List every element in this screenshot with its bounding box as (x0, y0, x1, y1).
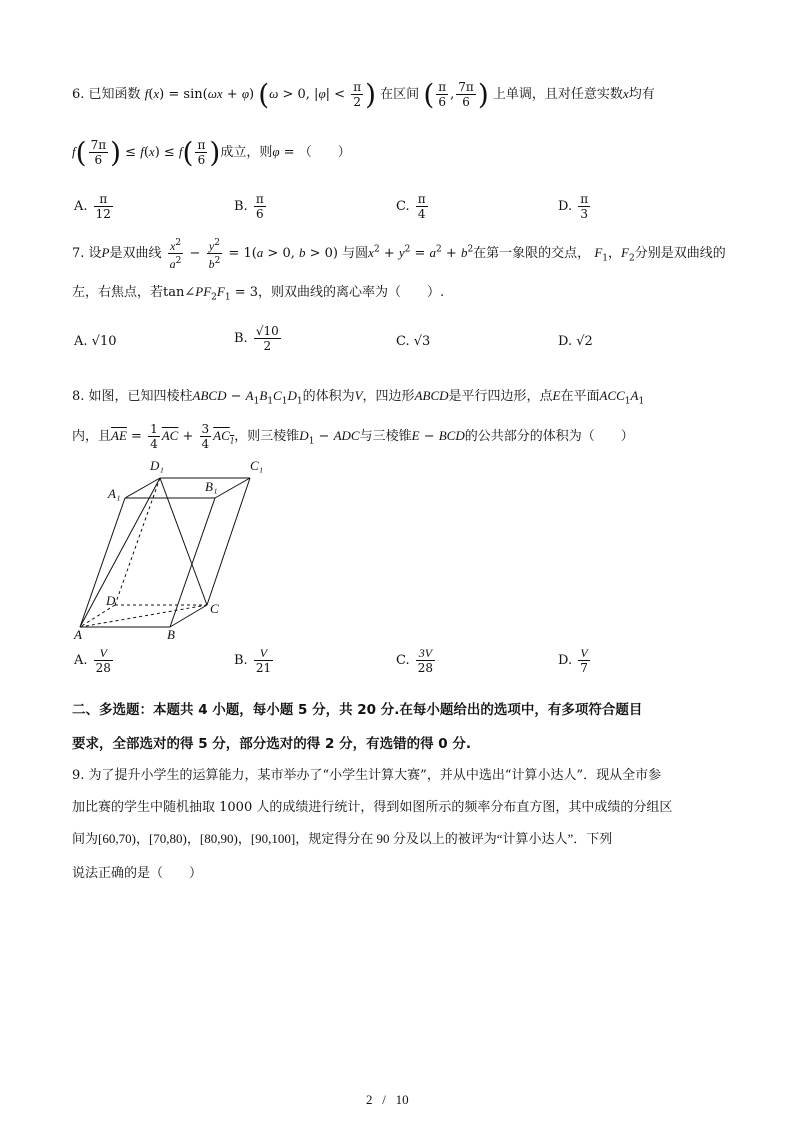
label-d: D (106, 593, 116, 608)
q7-option-c: C. √3 (396, 334, 431, 349)
label-d1: D₁ (150, 458, 164, 473)
q8-line1: 8. 如图，已知四棱柱ABCD − $A_1B_1C_1D_1$的体积为V，四边形ABCD是平行四边形，点E在平面$ACC_1A_1$ (72, 388, 645, 407)
q7-option-b: B. $\frac{√10}{2}$ (234, 324, 279, 353)
q8-option-c: C. $\frac{3V}{28}$ (396, 646, 434, 675)
q6-line1: 6. 已知函数 f(x) = sin(ωx + φ) (ω > 0, |φ| < $\frac{\pi}{2}$ ) 在区间 ( $\frac{\pi}{6}$ , $\frac{7\pi}{6}$ ) 上单调，且对任意实数x均有 (72, 78, 655, 111)
edge-dd1-hidden (115, 478, 160, 605)
label-a1: A₁ (108, 486, 121, 501)
prism-figure (70, 455, 280, 645)
label-c: C (210, 601, 219, 616)
q8-option-b: B. $\frac{V}{21}$ (234, 646, 272, 675)
q9-line2: 加比赛的学生中随机抽取 1000 人的成绩进行统计，得到如图所示的频率分布直方图，其中成绩的分组区 (72, 800, 673, 815)
q9-line3: 间为[60,70)，[70,80)，[80,90)，[90,100]，规定得分在 90 分及以上的被评为“计算小达人”．下列 (72, 831, 613, 846)
q6-option-a: A. $\frac{\pi}{12}$ (74, 192, 111, 221)
page-number: 2 / 10 (366, 1092, 409, 1107)
q9-line4: 说法正确的是（ ） (72, 866, 203, 881)
label-c1: C₁ (250, 458, 264, 473)
q6-line2: f( $\frac{7\pi}{6}$ ) ≤ f(x) ≤ f( $\frac{\pi}{6}$ )成立，则φ = （ ） (72, 136, 351, 169)
edge-ad-hidden (80, 605, 115, 627)
q6-option-d: D. $\frac{\pi}{3}$ (558, 192, 589, 221)
q7-option-d: D. √2 (558, 334, 593, 349)
label-b: B (167, 627, 175, 642)
section2-heading-line2: 要求，全部选对的得 5 分，部分选对的得 2 分，有选错的得 0 分. (72, 736, 472, 752)
label-a: A (74, 627, 82, 642)
q9-line1: 9. 为了提升小学生的运算能力，某市举办了“小学生计算大赛”，并从中选出“计算小达人”．现从全市参 (72, 768, 662, 783)
section2-heading-line1: 二、多选题：本题共 4 小题，每小题 5 分，共 20 分.在每小题给出的选项中，有多项符合题目 (72, 702, 643, 718)
q7-option-a: A. √10 (74, 334, 117, 349)
q8-option-a: A. $\frac{V}{28}$ (74, 646, 111, 675)
q6-option-c: C. $\frac{\pi}{4}$ (396, 192, 426, 221)
edge-aa1 (80, 498, 125, 627)
q8-option-d: D. $\frac{V}{7}$ (558, 646, 588, 675)
q7-line1: 7. 设P是双曲线 $\frac{x^2}{a^2}$ − $\frac{y^2}{b^2}$ = 1(a > 0, b > 0) 与圆$x^2 + y^2 = a^2 + b^2$在第一象限的交点， $F_1$，$F_2$分别是双曲线的 (72, 238, 726, 271)
q8-line2: 内，且$\overline{AE}$ = $\frac{1}{4}$ $\overline{AC}$ + $\frac{3}{4}$ $AC_1$，则三棱锥$D_1$ − ADC与三棱锥E − BCD的公共部分的体积为（ ） (72, 422, 634, 451)
q7-line2: 左，右焦点，若$\tan\angle PF_2F_1 = 3$，则双曲线的离心率为（ ）. (72, 284, 445, 303)
q6-option-b: B. $\frac{\pi}{6}$ (234, 192, 264, 221)
edge-cc1 (207, 478, 250, 605)
label-b1: B₁ (205, 479, 218, 494)
